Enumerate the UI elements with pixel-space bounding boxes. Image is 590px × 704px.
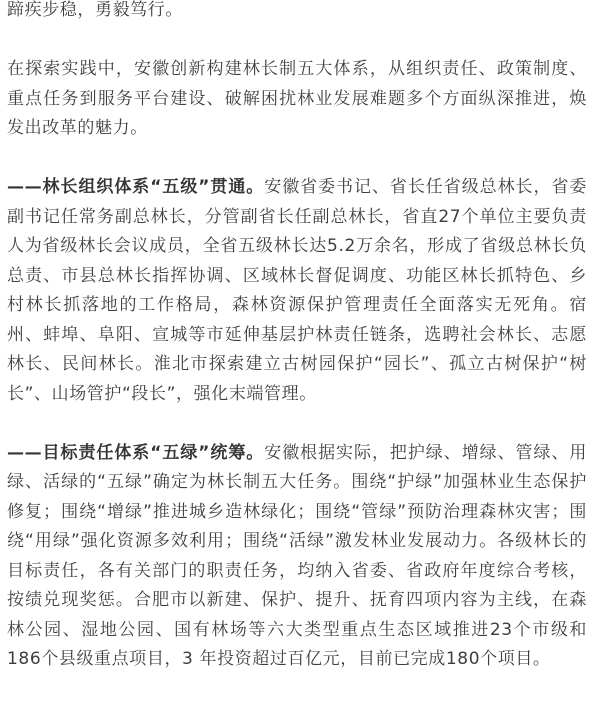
article-body [7,0,587,704]
section-target-responsibility-lead: ——目标责任体系“五绿”统筹。 [7,442,265,463]
section-target-responsibility [7,439,587,675]
section-organization-lead: ——林长组织体系“五级”贯通。 [7,177,265,197]
opening-line: 蹄疾步稳，勇毅笃行。 [7,0,183,20]
section-organization-body: 安徽省委书记、省长任省级总林长，省委副书记任常务副总林长，分管副省长任副总林长，省直27个单位主要负责人为省级林长会议成员，全省五级林长达5.2万余名，形成了省级总林长负总责、市县总林长指挥协调、区域林长督促调度、功能区林长抓特色、乡村林长抓落地的工作格局，森林资源保护管理责任全面落实无死角。宿州、蚌埠、阜阳、宣城等市延伸基层护林责任链条，选聘社会林长、志愿林长、民间林长。淮北市探索建立古树园保护“园长”、孤立古树保护“树长”、山场管护“段长”，强化末端管理。 [7,177,587,404]
intro-paragraph: 在探索实践中，安徽创新构建林长制五大体系，从组织责任、政策制度、重点任务到服务平台建设、破解困扰林业发展难题多个方面纵深推进，焕发出改革的魅力。 [7,59,587,138]
section-organization [7,173,587,409]
section-target-responsibility-body: 安徽根据实际，把护绿、增绿、管绿、用绿、活绿的“五绿”确定为林长制五大任务。围绕“护绿”加强林业生态保护修复；围绕“增绿”推进城乡造林绿化；围绕“管绿”预防治理森林灾害；围绕“用绿”强化资源多效利用；围绕“活绿”激发林业发展动力。各级林长的目标责任，各有关部门的职责任务，均纳入省委、省政府年度综合考核，按绩兑现奖惩。合肥市以新建、保护、提升、抚育四项内容为主线，在森林公园、湿地公园、国有林场等六大类型重点生态区域推进23个市级和186个县级重点项目，3 年投资超过百亿元，目前已完成180个项目。 [7,442,587,669]
